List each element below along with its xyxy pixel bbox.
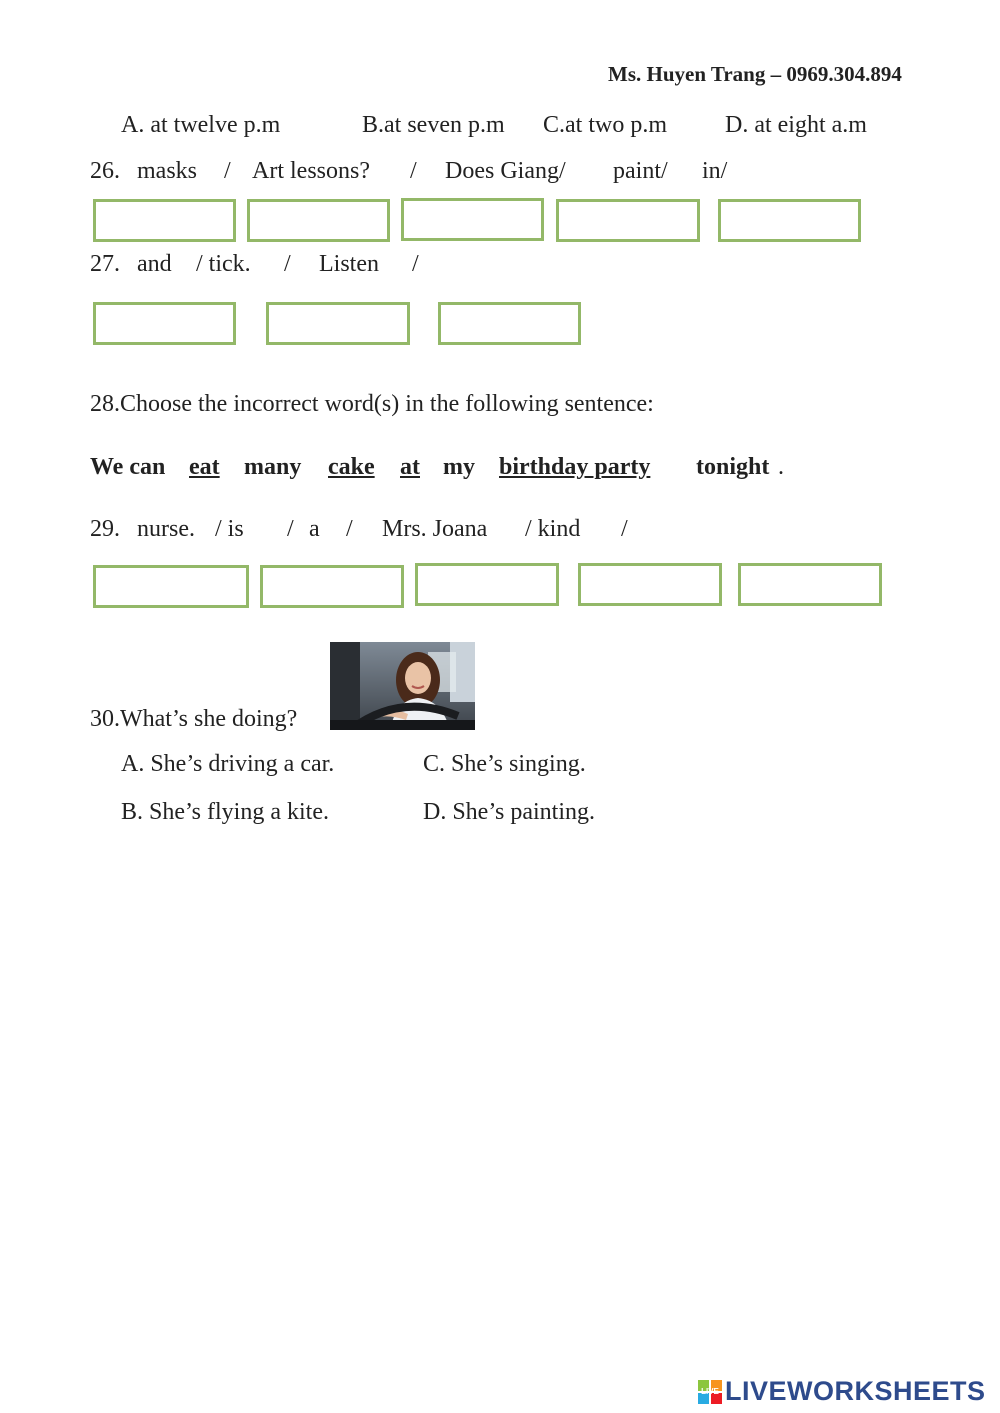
- q27-word: /: [412, 251, 419, 277]
- q28-underlined-option-at[interactable]: at: [400, 454, 420, 480]
- q26-word: masks: [137, 158, 197, 184]
- q27-word: / tick.: [196, 251, 251, 277]
- q28-sentence-period: .: [778, 454, 784, 480]
- q26-word: /: [410, 158, 417, 184]
- q25-option-c[interactable]: C.at two p.m: [543, 112, 667, 138]
- q29-word: nurse.: [137, 516, 195, 542]
- q26-answer-box-4[interactable]: [556, 199, 700, 242]
- q25-option-a[interactable]: A. at twelve p.m: [121, 112, 281, 138]
- q28-sentence-word: We can: [90, 454, 166, 480]
- q29-number: 29.: [90, 516, 120, 542]
- q29-answer-box-2[interactable]: [260, 565, 404, 608]
- q26-word: Art lessons?: [252, 158, 370, 184]
- q25-option-d[interactable]: D. at eight a.m: [725, 112, 867, 138]
- q29-word: Mrs. Joana: [382, 516, 488, 542]
- author-header: Ms. Huyen Trang – 0969.304.894: [608, 62, 902, 86]
- q29-word: / kind: [525, 516, 581, 542]
- q28-sentence-word: my: [443, 454, 475, 480]
- q27-number: 27.: [90, 251, 120, 277]
- q27-word: /: [284, 251, 291, 277]
- q26-number: 26.: [90, 158, 120, 184]
- q27-answer-box-3[interactable]: [438, 302, 581, 345]
- logo-badge-text: LIVE: [701, 1386, 719, 1396]
- q26-word: /: [224, 158, 231, 184]
- liveworksheets-logo-text: LIVEWORKSHEETS: [725, 1376, 986, 1406]
- q28-sentence-word: many: [244, 454, 302, 480]
- q28-underlined-option-cake[interactable]: cake: [328, 454, 375, 480]
- q30-option-a[interactable]: A. She’s driving a car.: [121, 751, 335, 777]
- q30-question: 30.What’s she doing?: [90, 706, 298, 732]
- q29-word: / is: [215, 516, 244, 542]
- q29-word: a: [309, 516, 320, 542]
- q28-prompt: 28.Choose the incorrect word(s) in the following sentence:: [90, 391, 654, 417]
- liveworksheets-logo: [698, 1376, 986, 1407]
- q30-option-d[interactable]: D. She’s painting.: [423, 799, 595, 825]
- q29-answer-box-5[interactable]: [738, 563, 882, 606]
- q29-answer-box-3[interactable]: [415, 563, 559, 606]
- q27-answer-box-2[interactable]: [266, 302, 410, 345]
- q29-answer-box-4[interactable]: [578, 563, 722, 606]
- q29-answer-box-1[interactable]: [93, 565, 249, 608]
- q26-word: paint/: [613, 158, 668, 184]
- q28-sentence-word: tonight: [696, 454, 770, 480]
- q30-option-b[interactable]: B. She’s flying a kite.: [121, 799, 329, 825]
- q27-answer-box-1[interactable]: [93, 302, 236, 345]
- q27-word: and: [137, 251, 172, 277]
- q27-word: Listen: [319, 251, 379, 277]
- woman-driving-car-photo: [330, 642, 475, 730]
- liveworksheets-logo-icon: [698, 1380, 722, 1404]
- q30-option-c[interactable]: C. She’s singing.: [423, 751, 586, 777]
- q26-word: in/: [702, 158, 728, 184]
- q28-underlined-option-birthday-party[interactable]: birthday party: [499, 454, 651, 480]
- q26-answer-box-3[interactable]: [401, 198, 544, 241]
- q29-word: /: [621, 516, 628, 542]
- q26-answer-box-1[interactable]: [93, 199, 236, 242]
- q29-word: /: [346, 516, 353, 542]
- q26-word: Does Giang/: [445, 158, 566, 184]
- q28-underlined-option-eat[interactable]: eat: [189, 454, 220, 480]
- q26-answer-box-5[interactable]: [718, 199, 861, 242]
- q25-option-b[interactable]: B.at seven p.m: [362, 112, 505, 138]
- q29-word: /: [287, 516, 294, 542]
- q26-answer-box-2[interactable]: [247, 199, 390, 242]
